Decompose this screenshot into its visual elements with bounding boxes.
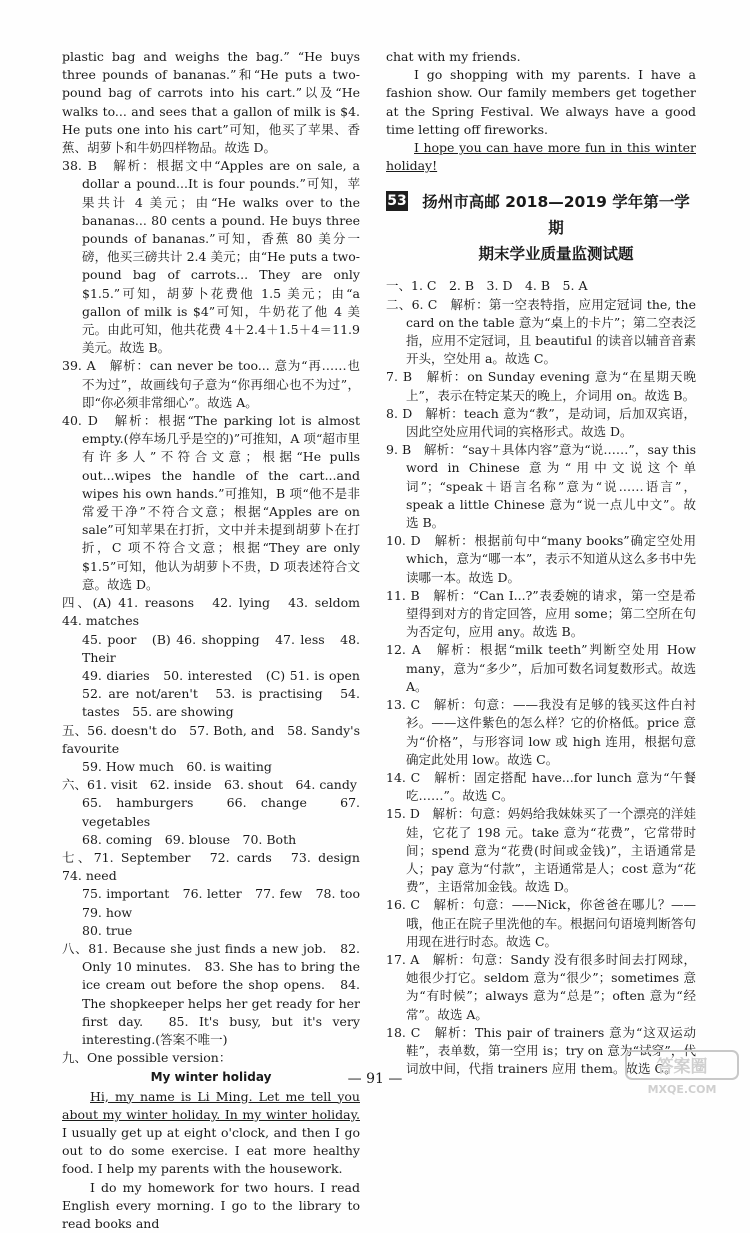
section-1: 一、1. C 2. B 3. D 4. B 5. A [386,278,588,294]
answer-18: 18. C 解析：This pair of trainers 意为“这双运动鞋”，表单数，第一空用 is；try on 意为“试穿”，代词放中间，代指 trainers 应用 them。故选 C。 [386,1024,696,1077]
section-5-line: 59. How much 60. is waiting [82,758,272,774]
essay-underlined: Hi, my name is Li Ming. Let me tell you about my winter holiday. In my winter holiday. [62,1088,360,1122]
answer-text: plastic bag and weighs the bag.” “He buys three pounds of bananas.”和“He puts a two-pound bag of carrots into his cart.”以及“He walks to... and sees that a gallon of milk is $4. He puts one into his cart”可知，他买了苹果、香蕉、胡萝卜和牛奶四样物品。故选 D。 [62,49,360,156]
test-title-line: 扬州市高邮 2018—2019 学年第一学期 [422,193,690,238]
answer-7: 7. B 解析：on Sunday evening 意为“在星期天晚上”，表示在特定某天的晚上，介词用 on。故选 B。 [386,369,696,403]
section-6-line: 68. coming 69. blouse 70. Both [82,831,297,847]
answer-9: 9. B 解析：“say＋具体内容”意为“说……”，say this word in Chinese 意为“用中文说这个单词”；“speak＋语言名称”意为“说……语言”，speak a little Chinese 意为“说一点儿中文”。故选 B。 [386,442,696,531]
answer-38: 38. B 解析：根据文中“Apples are on sale, a dollar a pound...It is four pounds.”可知，苹果共计 4 美元；由“He walks over to the bananas... 80 cents a pound. He buys three pounds of bananas.”可知，香蕉 80 美分一磅，他买三磅共计 2.4 美元；由“He puts a two-pound bag of carrots... They are only $1.5.”可知，胡萝卜花费他 1.5 美元；由“a gallon of milk is $4”可知，牛奶花了他 4 美元。由此可知，他共花费 4＋2.4＋1.5＋4＝11.9 美元。故选 B。 [62,158,360,356]
essay-paragraph: I go shopping with my parents. I have a fashion show. Our family members get together at the Spring Festival. We always have a good time letting off fireworks. [386,67,696,137]
test-title [416,189,696,267]
svg-text:MXQE.COM: MXQE.COM [647,1083,717,1096]
answer-17: 17. A 解析：句意：Sandy 没有很多时间去打网球，她很少打它。seldom 意为“很少”；sometimes 意为“有时候”；always 意为“总是”；often 意为“经常”。故选 A。 [386,951,696,1022]
answer-40: 40. D 解析：根据“The parking lot is almost empty.(停车场几乎是空的)”可推知，A 项“超市里有许多人”不符合文意；根据“He pulls out...wipes the handle of the cart...and wipes his own hands.”可推知，B 项“他不是非常爱干净”不符合文意；根据“Apples are on sale”可知苹果在打折，文中并未提到胡萝卜在打折，C 项不符合文意；根据“They are only $1.5”可知，他认为胡萝卜不贵，D 项表述符合文意。故选 D。 [62,413,360,592]
section-4-line: 45. poor (B) 46. shopping 47. less 48. Their [82,631,360,665]
answer-13: 13. C 解析：句意：——我没有足够的钱买这件白衬衫。——这件紫色的怎么样？它的价格低。price 意为“价格”，与形容词 low 或 high 连用，根据句意确定此处用 low。故选 C。 [386,697,696,767]
answer-8: 8. D 解析：teach 意为“教”，是动词，后加双宾语，因此空处应用代词的宾格形式。故选 D。 [386,405,696,440]
answer-16: 16. C 解析：句意：——Nick，你爸爸在哪儿？——哦，他正在院子里洗他的车。根据问句语境判断答句用现在进行时态。故选 C。 [386,897,696,949]
test-title-line: 期末学业质量监测试题 [478,245,634,264]
answer-15: 15. D 解析：句意：妈妈给我妹妹买了一个漂亮的洋娃娃，它花了 198 元。take 意为“花费”，它常带时间；spend 意为“花费(时间或金钱)”，主语通常是人；pay 意为“付款”，主语通常是人；cost 意为“花费”，主语常加金钱。故选 D。 [386,806,696,895]
watermark-logo [622,1048,742,1098]
right-column [386,48,696,1078]
section-4-line: 49. diaries 50. interested (C) 51. is open 52. are not/aren't 53. is practising 54. tastes 55. are showing [82,667,373,720]
essay-underlined: I hope you can have more fun in this winter holiday! [386,140,696,174]
essay-paragraph [62,1088,360,1179]
section-6-line: 65. hamburgers 66. change 67. vegetables [82,795,360,829]
section-7-line: 七、71. September 72. cards 73. design 74. need [62,849,373,884]
answer-12: 12. A 解析：根据“milk teeth”判断空处用 How many，意为“多少”，后加可数名词复数形式。故选 A。 [386,642,696,694]
section-9: 九、One possible version： [62,1050,232,1066]
section-6-line: 六、61. visit 62. inside 63. shout 64. candy [62,777,357,793]
test-header [386,189,696,267]
left-column [62,48,373,1233]
essay-paragraph: I do my homework for two hours. I read English every morning. I go to the library to read books and [62,1179,360,1231]
essay-text: I usually get up at eight o'clock, and then I go out to do some exercise. I eat more healthy food. I help my parents with the housework. [62,1124,360,1177]
section-7-line: 75. important 76. letter 77. few 78. too 79. how [82,886,373,920]
section-7-line: 80. true [82,922,133,938]
section-4-line: 四、(A) 41. reasons 42. lying 43. seldom 44. matches [62,595,373,629]
essay-text: chat with my friends. [386,49,521,64]
answer-14: 14. C 解析：固定搭配 have...for lunch 意为“午餐吃……”。故选 C。 [386,769,696,804]
test-number-badge: 53 [386,191,408,211]
essay-title: My winter holiday [150,1070,272,1085]
svg-text:答案圈: 答案圈 [656,1057,708,1077]
essay-paragraph [386,139,696,175]
answer-6: 二、6. C 解析：第一空表特指，应用定冠词 the, the card on the table 意为“桌上的卡片”；第二空表泛指，应用不定冠词，且 beautiful 的读音以辅音音素开头，空处用 a。故选 C。 [386,296,696,367]
answer-10: 10. D 解析：根据前句中“many books”确定空处用 which，意为“哪一本”，表示不知道从这么多书中先读哪一本。故选 D。 [386,533,696,585]
answer-39: 39. A 解析：can never be too... 意为“再……也不为过”，故画线句子意为“你再细心也不为过”，即“你必须非常细心”。故选 A。 [62,358,360,410]
section-8: 八、81. Because she just finds a new job. 82. Only 10 minutes. 83. She has to bring the ice cream out before the shop opens. 84. The shopkeeper helps her get ready for her first day. 85. It's busy, but it's very interesting.(答案不唯一) [62,940,360,1047]
section-5-line: 五、56. doesn't do 57. Both, and 58. Sandy's favourite [62,722,360,756]
page-number: — 91 — [347,1071,403,1087]
answer-11: 11. B 解析：“Can I...?”表委婉的请求，第一空是希望得到对方的肯定回答，应用 some；第二空所在句为否定句，应用 any。故选 B。 [386,587,696,640]
